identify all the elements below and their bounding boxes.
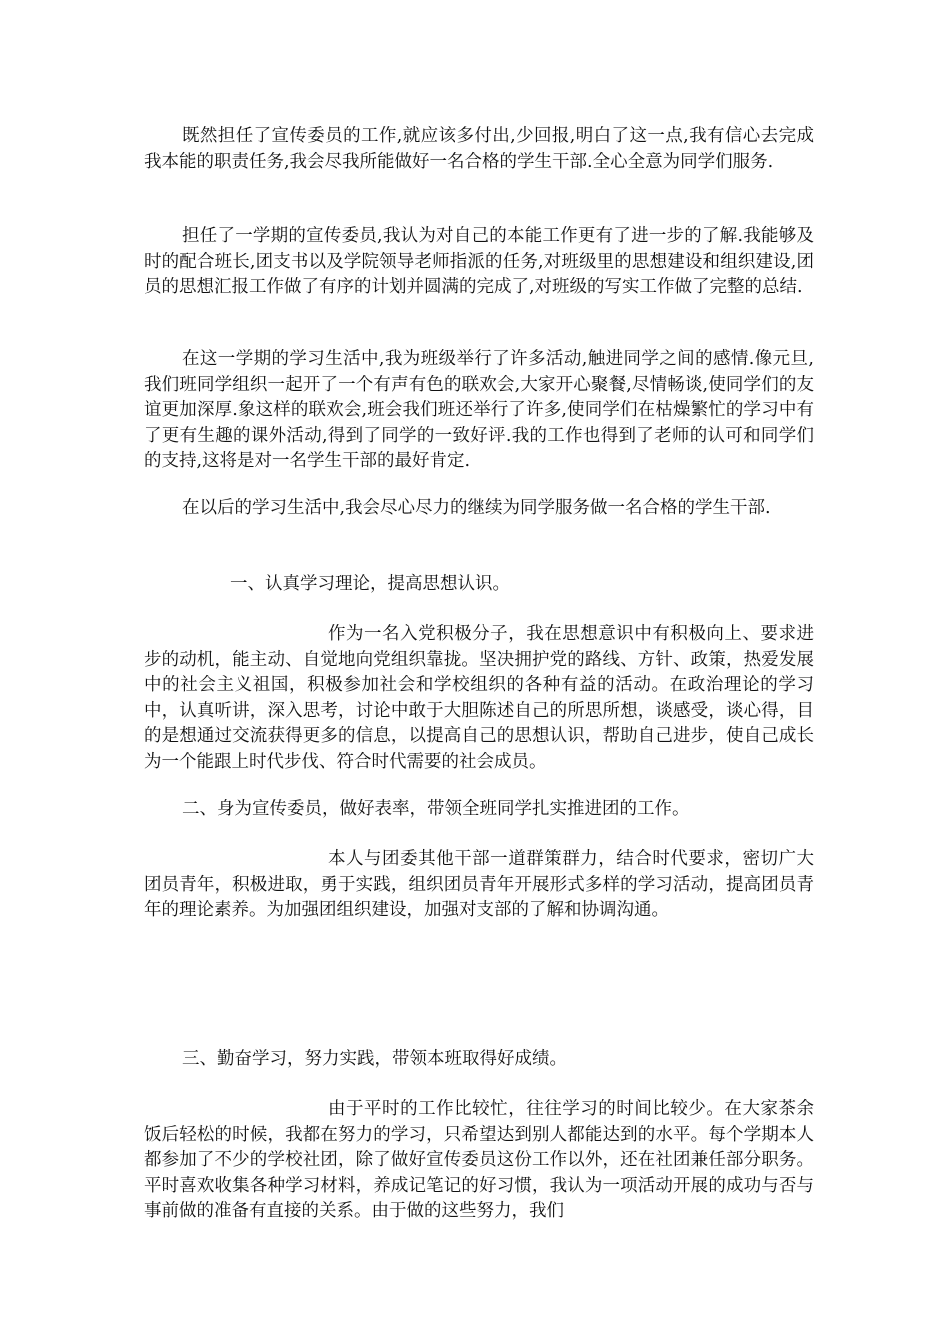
section-2-heading: 二、身为宣传委员，做好表率，带领全班同学扎实推进团的工作。 (182, 799, 690, 819)
section-1-body: 作为一名入党积极分子，我在思想意识中有积极向上、要求进步的动机，能主动、自觉地向党组织靠拢。坚决拥护党的路线、方针、政策，热爱发展中的社会主义祖国，积极参加社会和学校组织的各种有益的活动。在政治理论的学习中，认真听讲，深入思考，讨论中敢于大胆陈述自己的所思所想，谈感受，谈心得，目的是想通过交流获得更多的信息，以提高自己的思想认识，帮助自己进步，使自己成长为一个能跟上时代步伐、符合时代需要的社会成员。 (144, 624, 814, 772)
paragraph-3: 在这一学期的学习生活中,我为班级举行了许多活动,触进同学之间的感情.像元旦,我们班同学组织一起开了一个有声有色的联欢会,大家开心聚餐,尽情畅谈,使同学们的友谊更加深厚.象这样的联欢会,班会我们班还举行了许多,使同学们在枯燥繁忙的学习中有了更有生趣的课外活动,得到了同学的一致好评.我的工作也得到了老师的认可和同学们的支持,这将是对一名学生干部的最好肯定. (144, 349, 814, 471)
section-3-heading: 三、勤奋学习，努力实践，带领本班取得好成绩。 (182, 1049, 567, 1069)
section-1-heading: 一、认真学习理论，提高思想认识。 (230, 574, 510, 594)
section-3-body: 由于平时的工作比较忙，往往学习的时间比较少。在大家茶余饭后轻松的时候，我都在努力的学习，只希望达到别人都能达到的水平。每个学期本人都参加了不少的学校社团，除了做好宣传委员这份工作以外，还在社团兼任部分职务。平时喜欢收集各种学习材料，养成记笔记的好习惯，我认为一项活动开展的成功与否与事前做的准备有直接的关系。由于做的这些努力，我们 (144, 1099, 814, 1221)
paragraph-1: 既然担任了宣传委员的工作,就应该多付出,少回报,明白了这一点,我有信心去完成我本能的职责任务,我会尽我所能做好一名合格的学生干部.全心全意为同学们服务. (144, 126, 814, 172)
section-2-body: 本人与团委其他干部一道群策群力，结合时代要求，密切广大团员青年，积极进取，勇于实践，组织团员青年开展形式多样的学习活动，提高团员青年的理论素养。为加强团组织建设，加强对支部的了解和协调沟通。 (144, 849, 814, 920)
paragraph-4: 在以后的学习生活中,我会尽心尽力的继续为同学服务做一名合格的学生干部. (182, 498, 771, 518)
paragraph-2: 担任了一学期的宣传委员,我认为对自己的本能工作更有了进一步的了解.我能够及时的配合班长,团支书以及学院领导老师指派的任务,对班级里的思想建设和组织建设,团员的思想汇报工作做了有序的计划并圆满的完成了,对班级的写实工作做了完整的总结. (144, 226, 814, 297)
